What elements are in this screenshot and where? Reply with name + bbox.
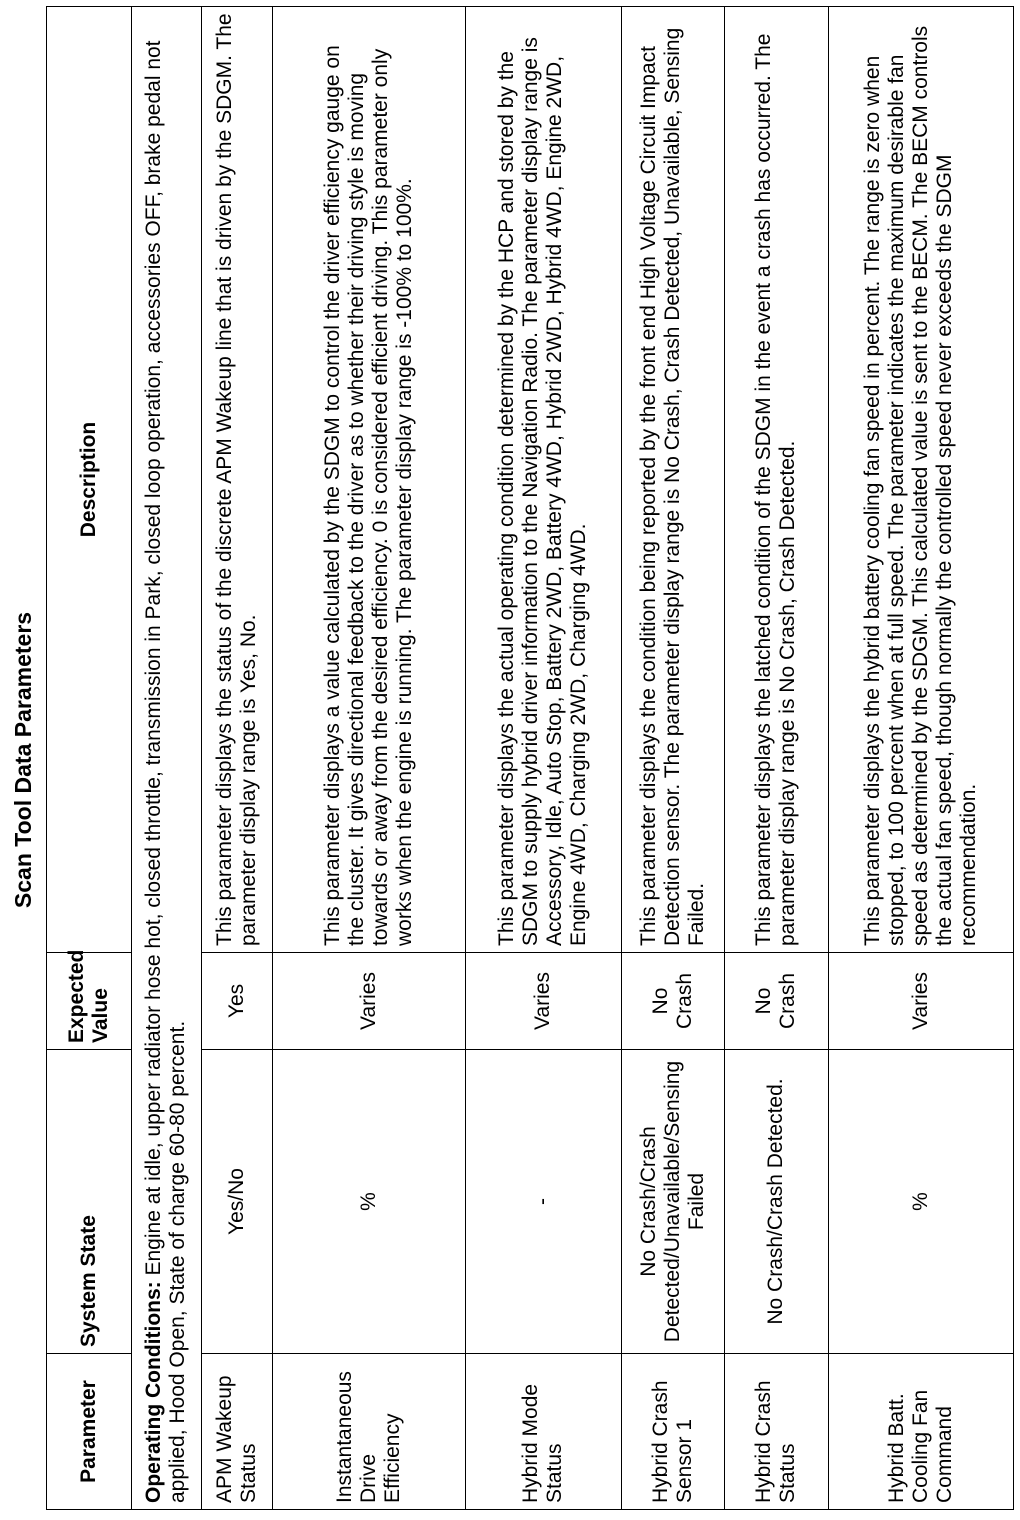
table-row [725,7,828,1510]
operating-conditions [132,7,202,1510]
system-state-cell: No Crash/Crash Detected. [725,1050,828,1354]
table-row [621,7,724,1510]
table-row [201,7,273,1510]
system-state-cell: No Crash/Crash Detected/Unavailable/Sensing Failed [621,1050,724,1354]
expected-value-cell: No Crash [725,953,828,1050]
table-row [466,7,622,1510]
system-state-cell: % [828,1050,1014,1354]
parameter-cell: Hybrid Crash Status [725,1354,828,1510]
system-state-cell: Yes/No [201,1050,273,1354]
parameter-cell: APM Wakeup Status [201,1354,273,1510]
expected-value-cell: Varies [273,953,466,1050]
header-system-state: System State [47,1050,132,1354]
description-cell: This parameter displays a value calculated by the SDGM to control the driver efficiency gauge on the cluster. It gives directional feedback to the driver as to whether their driving style is moving towards or away from the desired efficiency. 0 is considered efficient driving. This parameter only works when the engine is running. The parameter display range is -100% to 100%. [273,7,466,953]
scan-tool-data-table [46,6,1014,1510]
table-row [828,7,1014,1510]
header-row [47,7,132,1510]
expected-value-cell: Varies [828,953,1014,1050]
table-row [273,7,466,1510]
parameter-cell: Hybrid Mode Status [466,1354,622,1510]
header-description: Description [47,7,132,953]
expected-value-cell: No Crash [621,953,724,1050]
operating-conditions-text: Engine at idle, upper radiator hose hot, closed throttle, transmission in Park, closed loop operation, accessories OFF, brake pedal not applied, Hood Open, State of charge 60-80 percent. [142,40,190,1503]
operating-conditions-label: Operating Conditions: [142,1281,166,1503]
parameter-cell: Hybrid Crash Sensor 1 [621,1354,724,1510]
expected-value-cell: Yes [201,953,273,1050]
system-state-cell: % [273,1050,466,1354]
description-cell: This parameter displays the hybrid battery cooling fan speed in percent. The range is zero when stopped, to 100 percent when at full speed. The parameter indicates the maximum desirable fan speed as determined by the SDGM. This calculated value is sent to the BECM. The BECM controls the actual fan speed, though normally the controlled speed never exceeds the SDGM recommendation. [828,7,1014,953]
parameter-cell: Instantaneous Drive Efficiency [273,1354,466,1510]
parameter-cell: Hybrid Batt. Cooling Fan Command [828,1354,1014,1510]
description-cell: This parameter displays the latched condition of the SDGM in the event a crash has occurred. The parameter display range is No Crash, Crash Detected. [725,7,828,953]
operating-conditions-row [132,7,202,1510]
header-expected-value: Expected Value [47,953,132,1050]
expected-value-cell: Varies [466,953,622,1050]
description-cell: This parameter displays the condition being reported by the front end High Voltage Circuit Impact Detection sensor. The parameter display range is No Crash, Crash Detected, Unavailable, Sensing Failed. [621,7,724,953]
description-cell: This parameter displays the actual operating condition determined by the HCP and stored by the SDGM to supply hybrid driver information to the Navigation Radio. The parameter display range is Accessory, Idle, Auto Stop, Battery 2WD, Battery 4WD, Hybrid 2WD, Hybrid 4WD, Engine 2WD, Engine 4WD, Charging 2WD, Charging 4WD. [466,7,622,953]
header-parameter: Parameter [47,1354,132,1510]
page-title: Scan Tool Data Parameters [10,611,36,909]
system-state-cell: - [466,1050,622,1354]
description-cell: This parameter displays the status of the discrete APM Wakeup line that is driven by the SDGM. The parameter display range is Yes, No. [201,7,273,953]
